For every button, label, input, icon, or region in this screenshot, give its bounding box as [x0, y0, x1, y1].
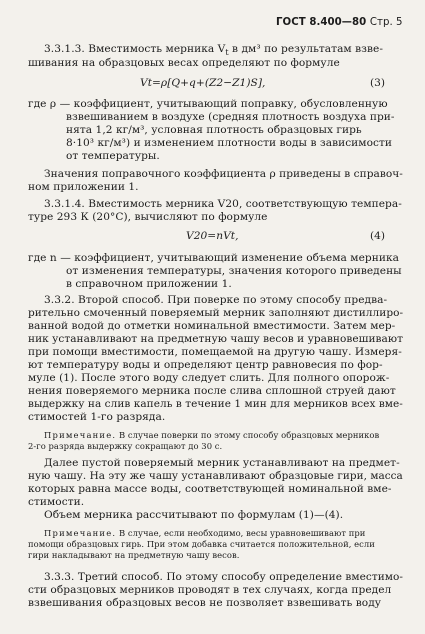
formula-4: V20=nVt,: [186, 230, 239, 242]
note-line: гири накладывают на предметную чашу весов.: [28, 550, 240, 560]
page-header: [276, 16, 403, 29]
paragraph-line: ник устанавливают на предметную чашу весов и уравновешивают: [28, 333, 403, 345]
note-line: Примечание. В случае, если необходимо, весы уравновешивают при: [44, 528, 366, 538]
page-number: Стр. 5: [370, 16, 403, 28]
paragraph-line: стимостей 1-го разряда.: [28, 411, 166, 423]
paragraph-line: стимости.: [28, 496, 85, 508]
note-label: Примечание.: [44, 430, 117, 440]
paragraph-line: ют температуру воды и определяют центр равновесия по фор-: [28, 359, 383, 371]
paragraph-line: которых равна массе воды, соответствующей номинальной вме-: [28, 483, 392, 495]
paragraph-line: нения поверяемого мерника после слива сплошной струей дают: [28, 385, 396, 397]
paragraph-line: 3.3.3. Третий способ. По этому способу определение вместимо-: [44, 571, 404, 583]
definition-line: нята 1,2 кг/м³, условная плотность образцовых гирь: [66, 124, 362, 136]
note-line: 2-го разряда выдержку сокращают до 30 с.: [28, 441, 223, 451]
note-label: Примечание.: [44, 528, 117, 538]
paragraph-line: 3.3.1.4. Вместимость мерника V20, соответствующую темпера-: [44, 198, 402, 210]
paragraph-line: муле (1). После этого воду следует слить. Для полного опорож-: [28, 372, 390, 384]
paragraph-line: ванной водой до отметки номинальной вместимости. Затем мер-: [28, 320, 396, 332]
standard-number: ГОСТ 8.400—80: [276, 16, 367, 28]
definition-line: в справочном приложении 1.: [66, 278, 232, 290]
equation-number: (4): [369, 230, 385, 242]
paragraph-line: рительно смоченный поверяемый мерник заполняют дистиллиро-: [28, 307, 404, 319]
equation-number: (3): [369, 77, 385, 89]
paragraph-line: сти образцовых мерников проводят в тех случаях, когда предел: [28, 584, 392, 596]
formula-3: Vt=ρ[Q+q+(Z2−Z1)S],: [140, 77, 266, 89]
paragraph-line: туре 293 К (20°С), вычисляют по формуле: [28, 211, 268, 223]
paragraph-line: при помощи вместимости, помещаемой на другую чашу. Измеря-: [28, 346, 402, 358]
paragraph-line: шивания на образцовых весах определяют по формуле: [28, 57, 340, 69]
definition-line: 8·10³ кг/м³) и изменением плотности воды в зависимости: [66, 137, 393, 149]
note-line: Примечание. В случае поверки по этому способу образцовых мерников: [44, 430, 380, 440]
paragraph-line: ную чашу. На эту же чашу устанавливают образцовые гири, масса: [28, 470, 403, 482]
paragraph-line: 3.3.2. Второй способ. При поверке по этому способу предва-: [44, 294, 388, 306]
paragraph-line: 3.3.1.3. Вместимость мерника $V_t$ в дм³ по результатам взве-: [44, 43, 383, 58]
paragraph-line: Объем мерника рассчитывают по формулам (1)—(4).: [44, 509, 344, 521]
paragraph-line: взвешивания образцовых весов не позволяет взвешивать воду: [28, 597, 382, 609]
definition-line: где n — коэффициент, учитывающий изменение объема мерника: [28, 252, 399, 264]
paragraph-line: ном приложении 1.: [28, 181, 139, 193]
paragraph-line: выдержку на слив капель в течение 1 мин для мерников всех вме-: [28, 398, 403, 410]
definition-line: где ρ — коэффициент, учитывающий поправку, обусловленную: [28, 98, 388, 110]
definition-line: взвешиванием в воздухе (средняя плотность воздуха при-: [66, 111, 395, 123]
paragraph-line: Далее пустой поверяемый мерник устанавливают на предмет-: [44, 457, 400, 469]
definition-line: от изменения температуры, значения которого приведены: [66, 265, 402, 277]
paragraph-line: Значения поправочного коэффициента ρ приведены в справоч-: [44, 168, 403, 180]
note-line: помощи образцовых гирь. При этом добавка считается положительной, если: [28, 539, 375, 549]
definition-line: от температуры.: [66, 150, 160, 162]
